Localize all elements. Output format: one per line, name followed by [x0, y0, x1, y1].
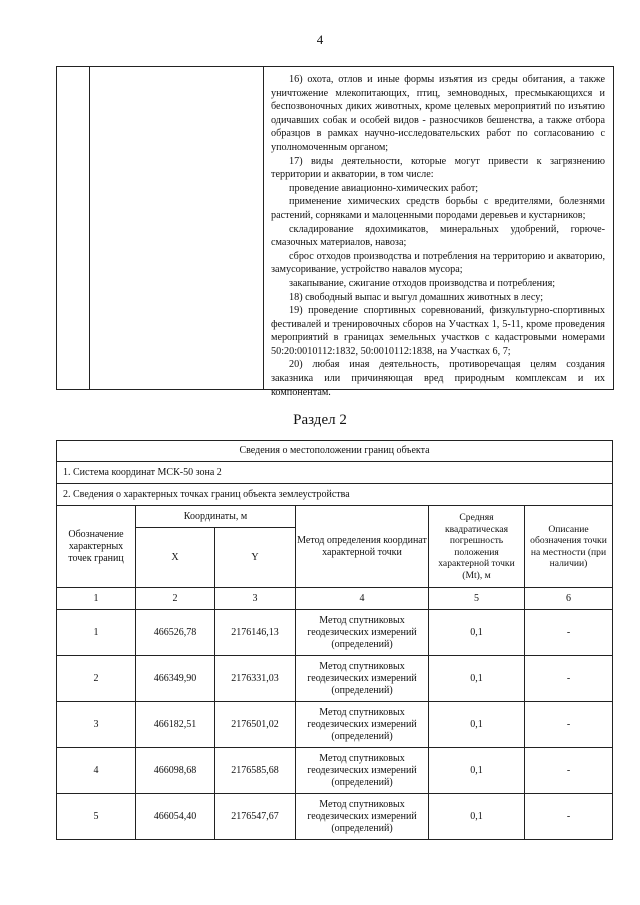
header-designation: Обозначение характерных точек границ: [57, 506, 136, 588]
item-17-sub: проведение авиационно-химических работ;: [289, 182, 479, 194]
point-description: -: [525, 656, 613, 702]
col-number: 2: [136, 588, 215, 610]
point-x: 466098,68: [136, 748, 215, 794]
point-method: Метод спутниковых геодезических измерений (определений): [296, 748, 429, 794]
point-number: 3: [57, 702, 136, 748]
page-number: 4: [316, 32, 324, 47]
point-y: 2176585,68: [215, 748, 296, 794]
table-row: [57, 610, 613, 656]
boundary-points-table: [56, 440, 613, 840]
item-17-sub: сброс отходов производства и потребления на территорию и акваторию, замусоривание, устройство навалов мусора;: [271, 250, 605, 276]
point-y: 2176146,13: [215, 610, 296, 656]
point-description: -: [525, 610, 613, 656]
table-row: [57, 702, 613, 748]
point-x: 466054,40: [136, 794, 215, 840]
item-16: 16) охота, отлов и иные формы изъятия из среды обитания, а также уничтожение млекопитающих, птиц, земноводных, пресмыкающихся и беспозвоночных диких животных, кроме целевых мероприятий по изъятию одичавших собак и особей видов - разносчиков бешенства, а также отбора образцов в рамках научно-исследовательских работ по согласованию с уполномоченным органом;: [271, 74, 605, 153]
col-number: 1: [57, 588, 136, 610]
point-method: Метод спутниковых геодезических измерений (определений): [296, 656, 429, 702]
table-col-name: [90, 67, 264, 389]
point-accuracy: 0,1: [429, 656, 525, 702]
table-row: [57, 794, 613, 840]
col-number: 5: [429, 588, 525, 610]
col-number: 4: [296, 588, 429, 610]
point-accuracy: 0,1: [429, 794, 525, 840]
table-col-number: [57, 67, 90, 389]
restrictions-table: [56, 66, 614, 398]
table-title: Сведения о местоположении границ объекта: [57, 441, 613, 462]
point-number: 4: [57, 748, 136, 794]
header-method: Метод определения координат характерной точки: [296, 506, 429, 588]
restrictions-text: [271, 73, 605, 399]
header-description: Описание обозначения точки на местности (при наличии): [525, 506, 613, 588]
point-method: Метод спутниковых геодезических измерений (определений): [296, 702, 429, 748]
point-x: 466349,90: [136, 656, 215, 702]
point-accuracy: 0,1: [429, 610, 525, 656]
col-number: 6: [525, 588, 613, 610]
item-18: 18) свободный выпас и выгул домашних животных в лесу;: [289, 291, 544, 303]
point-y: 2176331,03: [215, 656, 296, 702]
point-y: 2176547,67: [215, 794, 296, 840]
point-number: 2: [57, 656, 136, 702]
header-y: Y: [215, 528, 296, 588]
point-accuracy: 0,1: [429, 748, 525, 794]
point-method: Метод спутниковых геодезических измерений (определений): [296, 794, 429, 840]
coordinate-system: 1. Система координат МСК-50 зона 2: [57, 462, 613, 484]
point-number: 5: [57, 794, 136, 840]
point-description: -: [525, 748, 613, 794]
point-accuracy: 0,1: [429, 702, 525, 748]
table-row: [57, 748, 613, 794]
points-title: 2. Сведения о характерных точках границ объекта землеустройства: [57, 484, 613, 506]
item-20: 20) любая иная деятельность, противоречащая целям создания заказника или причиняющая вред природным комплексам и их компонентам.: [271, 359, 605, 398]
point-description: -: [525, 702, 613, 748]
point-x: 466526,78: [136, 610, 215, 656]
item-19: 19) проведение спортивных соревнований, физкультурно-спортивных фестивалей и тренировочных сборов на Участках 1, 5-11, кроме проведения мероприятий в границах земельных участков с кадастровыми номерами 50:20:0010112:1832, 50:0010112:1838, на Участках 6, 7;: [271, 305, 605, 357]
table-row: [57, 656, 613, 702]
item-17-sub: закапывание, сжигание отходов производства и потребления;: [289, 277, 556, 289]
item-17-sub: применение химических средств борьбы с вредителями, болезнями растений, сорняками и малоценными породами деревьев и кустарников;: [271, 196, 605, 221]
header-coords: Координаты, м: [136, 506, 296, 528]
section-title: Раздел 2: [293, 412, 347, 428]
col-number: 3: [215, 588, 296, 610]
item-17-sub: складирование ядохимикатов, минеральных удобрений, горюче-смазочных материалов, навоза;: [271, 223, 605, 249]
header-accuracy: Средняя квадратическая погрешность положения характерной точки (Mt), м: [429, 506, 525, 588]
point-x: 466182,51: [136, 702, 215, 748]
header-x: X: [136, 528, 215, 588]
point-number: 1: [57, 610, 136, 656]
point-method: Метод спутниковых геодезических измерений (определений): [296, 610, 429, 656]
point-y: 2176501,02: [215, 702, 296, 748]
point-description: -: [525, 794, 613, 840]
item-17: 17) виды деятельности, которые могут привести к загрязнению территории и акватории, в том числе:: [271, 155, 605, 181]
